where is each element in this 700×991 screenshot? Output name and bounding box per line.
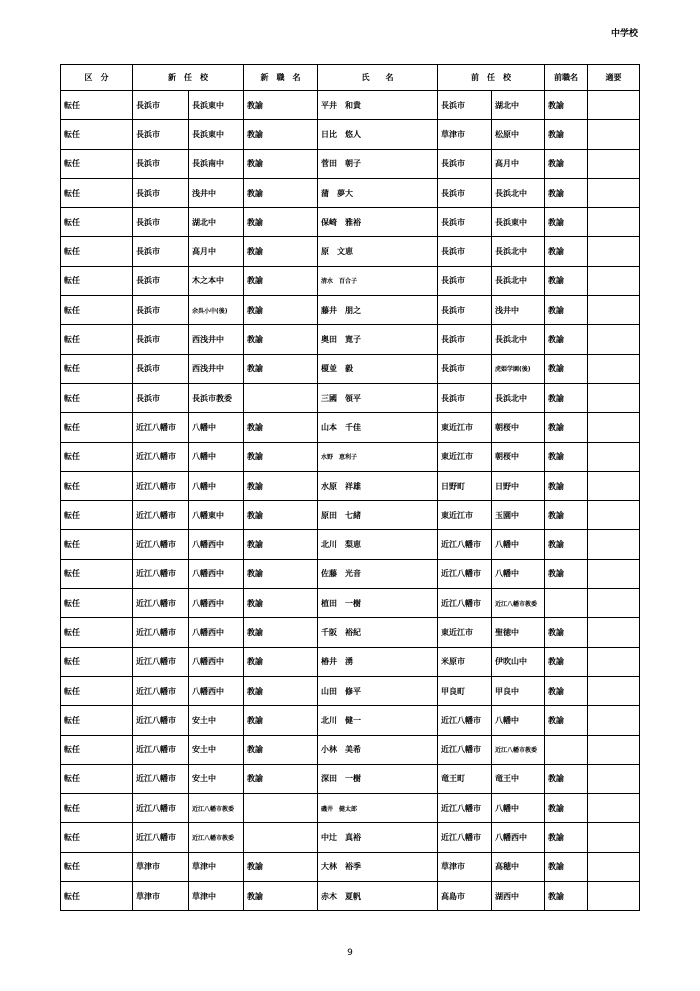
cell-new-city: 近江八幡市 [133, 442, 189, 471]
cell-new-city: 草津市 [133, 852, 189, 881]
cell-previous-title: 教諭 [545, 676, 588, 705]
cell-new-school: 八幡西中 [189, 618, 244, 647]
cell-new-school: 余呉小中(後) [189, 296, 244, 325]
cell-new-title: 教諭 [244, 589, 318, 618]
cell-new-city: 近江八幡市 [133, 794, 189, 823]
cell-remarks [588, 296, 640, 325]
cell-previous-school: 高穂中 [492, 852, 545, 881]
cell-remarks [588, 647, 640, 676]
cell-new-school: 八幡西中 [189, 559, 244, 588]
table-row [61, 676, 640, 705]
header-remarks: 適要 [588, 65, 640, 91]
table-row [61, 647, 640, 676]
cell-previous-city: 長浜市 [438, 266, 492, 295]
cell-new-school: 近江八幡市教委 [189, 823, 244, 852]
header-new-school: 新 任 校 [133, 65, 244, 91]
cell-previous-city: 日野町 [438, 471, 492, 500]
cell-new-school: 八幡西中 [189, 589, 244, 618]
cell-new-school: 西浅井中 [189, 325, 244, 354]
cell-new-city: 近江八幡市 [133, 764, 189, 793]
cell-new-title [244, 794, 318, 823]
cell-previous-title: 教諭 [545, 120, 588, 149]
cell-previous-school: 湖西中 [492, 882, 545, 911]
cell-remarks [588, 471, 640, 500]
cell-name: 原田 七緒 [318, 501, 438, 530]
cell-remarks [588, 530, 640, 559]
cell-remarks [588, 852, 640, 881]
cell-category: 転任 [61, 882, 133, 911]
cell-category: 転任 [61, 501, 133, 530]
cell-new-city: 近江八幡市 [133, 413, 189, 442]
cell-new-school: 八幡中 [189, 442, 244, 471]
cell-new-title: 教諭 [244, 706, 318, 735]
cell-previous-title: 教諭 [545, 764, 588, 793]
cell-previous-city: 米原市 [438, 647, 492, 676]
cell-previous-title: 教諭 [545, 413, 588, 442]
cell-previous-title [545, 589, 588, 618]
table-row [61, 442, 640, 471]
table-row [61, 530, 640, 559]
cell-new-school: 長浜東中 [189, 91, 244, 120]
cell-category: 転任 [61, 764, 133, 793]
cell-new-title: 教諭 [244, 764, 318, 793]
cell-previous-city: 草津市 [438, 120, 492, 149]
cell-previous-school: 八幡中 [492, 706, 545, 735]
header-previous-title: 前職名 [545, 65, 588, 91]
cell-previous-city: 東近江市 [438, 413, 492, 442]
cell-new-title: 教諭 [244, 208, 318, 237]
cell-name: 平井 和貴 [318, 91, 438, 120]
cell-previous-school: 八幡中 [492, 794, 545, 823]
table-row [61, 618, 640, 647]
cell-name: 大林 裕季 [318, 852, 438, 881]
cell-category: 転任 [61, 647, 133, 676]
cell-previous-school: 長浜北中 [492, 266, 545, 295]
cell-new-school: 草津中 [189, 852, 244, 881]
cell-new-title: 教諭 [244, 296, 318, 325]
cell-new-school: 安土中 [189, 735, 244, 764]
cell-category: 転任 [61, 589, 133, 618]
cell-new-school: 草津中 [189, 882, 244, 911]
cell-category: 転任 [61, 413, 133, 442]
cell-previous-school: 長浜東中 [492, 208, 545, 237]
cell-category: 転任 [61, 706, 133, 735]
cell-remarks [588, 882, 640, 911]
cell-previous-city: 東近江市 [438, 501, 492, 530]
cell-name: 佐藤 光音 [318, 559, 438, 588]
cell-category: 転任 [61, 442, 133, 471]
cell-previous-title: 教諭 [545, 237, 588, 266]
cell-category: 転任 [61, 91, 133, 120]
cell-name: 赤木 夏帆 [318, 882, 438, 911]
cell-previous-city: 甲良町 [438, 676, 492, 705]
header-previous-school: 前 任 校 [438, 65, 545, 91]
cell-name: 山田 修平 [318, 676, 438, 705]
header-row [61, 65, 640, 91]
cell-name: 三國 領平 [318, 383, 438, 412]
cell-new-school: 八幡西中 [189, 530, 244, 559]
cell-remarks [588, 764, 640, 793]
cell-previous-title: 教諭 [545, 296, 588, 325]
cell-new-school: 八幡西中 [189, 647, 244, 676]
cell-previous-title: 教諭 [545, 325, 588, 354]
cell-previous-city: 近江八幡市 [438, 559, 492, 588]
cell-previous-city: 東近江市 [438, 442, 492, 471]
table-row [61, 413, 640, 442]
cell-name: 清水 百合子 [318, 266, 438, 295]
cell-previous-city: 長浜市 [438, 354, 492, 383]
cell-new-city: 長浜市 [133, 325, 189, 354]
cell-previous-title: 教諭 [545, 530, 588, 559]
table-row [61, 501, 640, 530]
cell-new-city: 長浜市 [133, 296, 189, 325]
cell-remarks [588, 706, 640, 735]
cell-previous-city: 長浜市 [438, 296, 492, 325]
cell-name: 深田 一樹 [318, 764, 438, 793]
cell-new-city: 長浜市 [133, 149, 189, 178]
cell-new-city: 近江八幡市 [133, 559, 189, 588]
cell-name: 奥田 寛子 [318, 325, 438, 354]
cell-new-city: 長浜市 [133, 91, 189, 120]
cell-new-title: 教諭 [244, 325, 318, 354]
cell-remarks [588, 325, 640, 354]
cell-category: 転任 [61, 735, 133, 764]
cell-previous-title: 教諭 [545, 442, 588, 471]
cell-previous-school: 浅井中 [492, 296, 545, 325]
cell-previous-school: 長浜北中 [492, 178, 545, 207]
cell-category: 転任 [61, 237, 133, 266]
cell-new-school: 八幡東中 [189, 501, 244, 530]
cell-new-title: 教諭 [244, 882, 318, 911]
cell-category: 転任 [61, 178, 133, 207]
cell-name: 榎並 毅 [318, 354, 438, 383]
cell-new-title: 教諭 [244, 237, 318, 266]
cell-new-title: 教諭 [244, 413, 318, 442]
cell-category: 転任 [61, 794, 133, 823]
cell-previous-title: 教諭 [545, 208, 588, 237]
cell-remarks [588, 618, 640, 647]
page-number: 9 [347, 948, 353, 958]
cell-previous-title: 教諭 [545, 823, 588, 852]
cell-previous-title: 教諭 [545, 266, 588, 295]
cell-new-title: 教諭 [244, 501, 318, 530]
cell-previous-title: 教諭 [545, 91, 588, 120]
table-row [61, 735, 640, 764]
cell-previous-title: 教諭 [545, 149, 588, 178]
cell-previous-school: 竜王中 [492, 764, 545, 793]
cell-previous-title: 教諭 [545, 882, 588, 911]
cell-new-school: 高月中 [189, 237, 244, 266]
cell-name: 北川 梨恵 [318, 530, 438, 559]
cell-previous-city: 東近江市 [438, 618, 492, 647]
cell-name: 山本 千佳 [318, 413, 438, 442]
cell-previous-title: 教諭 [545, 354, 588, 383]
cell-new-city: 長浜市 [133, 354, 189, 383]
cell-new-title: 教諭 [244, 852, 318, 881]
cell-new-school: 安土中 [189, 706, 244, 735]
header-category: 区 分 [61, 65, 133, 91]
cell-previous-school: 聖徳中 [492, 618, 545, 647]
cell-new-title: 教諭 [244, 676, 318, 705]
cell-new-title: 教諭 [244, 266, 318, 295]
table-row [61, 208, 640, 237]
cell-name: 磯井 健太郎 [318, 794, 438, 823]
cell-name: 蒲 夢大 [318, 178, 438, 207]
cell-previous-school: 近江八幡市教委 [492, 589, 545, 618]
cell-previous-city: 竜王町 [438, 764, 492, 793]
table-row [61, 91, 640, 120]
cell-remarks [588, 266, 640, 295]
cell-new-city: 近江八幡市 [133, 501, 189, 530]
cell-remarks [588, 178, 640, 207]
cell-category: 転任 [61, 383, 133, 412]
cell-remarks [588, 413, 640, 442]
cell-new-city: 近江八幡市 [133, 530, 189, 559]
cell-new-city: 長浜市 [133, 178, 189, 207]
cell-previous-city: 近江八幡市 [438, 589, 492, 618]
cell-new-title: 教諭 [244, 647, 318, 676]
cell-category: 転任 [61, 266, 133, 295]
table-row [61, 823, 640, 852]
cell-previous-school: 近江八幡市教委 [492, 735, 545, 764]
cell-remarks [588, 589, 640, 618]
cell-previous-title [545, 735, 588, 764]
cell-new-title: 教諭 [244, 735, 318, 764]
cell-category: 転任 [61, 354, 133, 383]
cell-previous-title: 教諭 [545, 559, 588, 588]
cell-new-title: 教諭 [244, 559, 318, 588]
cell-new-title [244, 823, 318, 852]
cell-previous-title: 教諭 [545, 471, 588, 500]
cell-remarks [588, 735, 640, 764]
cell-new-school: 近江八幡市教委 [189, 794, 244, 823]
cell-previous-city: 長浜市 [438, 208, 492, 237]
cell-category: 転任 [61, 325, 133, 354]
cell-name: 小林 美希 [318, 735, 438, 764]
header-new-title: 新 職 名 [244, 65, 318, 91]
cell-new-school: 八幡西中 [189, 676, 244, 705]
cell-new-city: 近江八幡市 [133, 735, 189, 764]
cell-new-city: 長浜市 [133, 266, 189, 295]
cell-new-title: 教諭 [244, 149, 318, 178]
cell-new-city: 近江八幡市 [133, 676, 189, 705]
table-row [61, 296, 640, 325]
cell-new-city: 近江八幡市 [133, 471, 189, 500]
cell-new-title [244, 383, 318, 412]
cell-new-city: 長浜市 [133, 120, 189, 149]
cell-previous-city: 長浜市 [438, 325, 492, 354]
cell-previous-city: 長浜市 [438, 237, 492, 266]
cell-category: 転任 [61, 823, 133, 852]
cell-previous-title: 教諭 [545, 706, 588, 735]
cell-remarks [588, 383, 640, 412]
cell-name: 植田 一樹 [318, 589, 438, 618]
cell-category: 転任 [61, 618, 133, 647]
cell-previous-title: 教諭 [545, 501, 588, 530]
cell-previous-city: 長浜市 [438, 383, 492, 412]
cell-previous-city: 近江八幡市 [438, 706, 492, 735]
table-row [61, 706, 640, 735]
cell-new-city: 近江八幡市 [133, 589, 189, 618]
cell-new-city: 近江八幡市 [133, 823, 189, 852]
cell-previous-city: 長浜市 [438, 178, 492, 207]
cell-previous-city: 近江八幡市 [438, 794, 492, 823]
cell-previous-title: 教諭 [545, 618, 588, 647]
cell-new-school: 八幡中 [189, 471, 244, 500]
table-row [61, 354, 640, 383]
cell-previous-city: 長浜市 [438, 149, 492, 178]
header-name: 氏 名 [318, 65, 438, 91]
cell-new-school: 湖北中 [189, 208, 244, 237]
cell-remarks [588, 91, 640, 120]
cell-previous-school: 伊吹山中 [492, 647, 545, 676]
table-row [61, 149, 640, 178]
table-row [61, 471, 640, 500]
cell-remarks [588, 794, 640, 823]
cell-previous-school: 八幡中 [492, 559, 545, 588]
cell-previous-school: 日野中 [492, 471, 545, 500]
table-row [61, 266, 640, 295]
cell-name: 保崎 雅裕 [318, 208, 438, 237]
cell-new-school: 安土中 [189, 764, 244, 793]
cell-previous-city: 高島市 [438, 882, 492, 911]
cell-remarks [588, 120, 640, 149]
cell-name: 藤井 朋之 [318, 296, 438, 325]
cell-new-school: 長浜東中 [189, 120, 244, 149]
cell-previous-title: 教諭 [545, 383, 588, 412]
cell-name: 菅田 朝子 [318, 149, 438, 178]
cell-new-title: 教諭 [244, 471, 318, 500]
cell-previous-school: 長浜北中 [492, 237, 545, 266]
cell-new-city: 長浜市 [133, 237, 189, 266]
cell-category: 転任 [61, 296, 133, 325]
cell-previous-city: 草津市 [438, 852, 492, 881]
cell-remarks [588, 559, 640, 588]
cell-remarks [588, 354, 640, 383]
cell-new-school: 長浜市教委 [189, 383, 244, 412]
cell-name: 日比 悠人 [318, 120, 438, 149]
cell-new-title: 教諭 [244, 354, 318, 383]
table-row [61, 589, 640, 618]
cell-category: 転任 [61, 676, 133, 705]
cell-previous-school: 八幡西中 [492, 823, 545, 852]
table-row [61, 882, 640, 911]
cell-previous-school: 玉園中 [492, 501, 545, 530]
cell-category: 転任 [61, 208, 133, 237]
cell-name: 原 文恵 [318, 237, 438, 266]
cell-new-school: 八幡中 [189, 413, 244, 442]
cell-previous-school: 朝桜中 [492, 442, 545, 471]
cell-new-title: 教諭 [244, 91, 318, 120]
cell-new-title: 教諭 [244, 442, 318, 471]
cell-category: 転任 [61, 852, 133, 881]
cell-previous-school: 虎姫学園(後) [492, 354, 545, 383]
school-level-label: 中学校 [610, 29, 638, 39]
personnel-transfer-table [60, 64, 640, 911]
cell-new-title: 教諭 [244, 618, 318, 647]
cell-previous-title: 教諭 [545, 852, 588, 881]
cell-name: 北川 健一 [318, 706, 438, 735]
cell-previous-school: 甲良中 [492, 676, 545, 705]
cell-name: 水野 恵利子 [318, 442, 438, 471]
cell-new-city: 草津市 [133, 882, 189, 911]
cell-previous-school: 長浜北中 [492, 383, 545, 412]
cell-name: 千阪 裕紀 [318, 618, 438, 647]
cell-previous-school: 高月中 [492, 149, 545, 178]
cell-previous-school: 湖北中 [492, 91, 545, 120]
cell-new-city: 近江八幡市 [133, 647, 189, 676]
cell-new-city: 近江八幡市 [133, 706, 189, 735]
cell-remarks [588, 676, 640, 705]
cell-previous-title: 教諭 [545, 178, 588, 207]
cell-remarks [588, 442, 640, 471]
cell-category: 転任 [61, 149, 133, 178]
table-row [61, 178, 640, 207]
cell-previous-school: 松原中 [492, 120, 545, 149]
cell-new-title: 教諭 [244, 530, 318, 559]
cell-name: 椿井 湧 [318, 647, 438, 676]
cell-remarks [588, 149, 640, 178]
table-row [61, 764, 640, 793]
cell-new-school: 長浜南中 [189, 149, 244, 178]
table-row [61, 120, 640, 149]
cell-category: 転任 [61, 530, 133, 559]
cell-new-title: 教諭 [244, 120, 318, 149]
cell-remarks [588, 823, 640, 852]
cell-name: 中辻 真裕 [318, 823, 438, 852]
cell-previous-title: 教諭 [545, 794, 588, 823]
cell-new-title: 教諭 [244, 178, 318, 207]
cell-name: 水原 祥雄 [318, 471, 438, 500]
table-row [61, 325, 640, 354]
cell-previous-school: 八幡中 [492, 530, 545, 559]
cell-remarks [588, 237, 640, 266]
cell-previous-school: 朝桜中 [492, 413, 545, 442]
cell-new-school: 木之本中 [189, 266, 244, 295]
cell-category: 転任 [61, 120, 133, 149]
cell-new-city: 長浜市 [133, 208, 189, 237]
cell-new-school: 西浅井中 [189, 354, 244, 383]
table-row [61, 237, 640, 266]
cell-previous-title: 教諭 [545, 647, 588, 676]
cell-previous-school: 長浜北中 [492, 325, 545, 354]
cell-new-city: 長浜市 [133, 383, 189, 412]
cell-new-city: 近江八幡市 [133, 618, 189, 647]
cell-previous-city: 長浜市 [438, 91, 492, 120]
cell-previous-city: 近江八幡市 [438, 735, 492, 764]
cell-previous-city: 近江八幡市 [438, 530, 492, 559]
table-row [61, 852, 640, 881]
cell-remarks [588, 208, 640, 237]
cell-previous-city: 近江八幡市 [438, 823, 492, 852]
table-row [61, 383, 640, 412]
table-row [61, 794, 640, 823]
cell-new-school: 浅井中 [189, 178, 244, 207]
cell-category: 転任 [61, 559, 133, 588]
cell-category: 転任 [61, 471, 133, 500]
cell-remarks [588, 501, 640, 530]
table-row [61, 559, 640, 588]
